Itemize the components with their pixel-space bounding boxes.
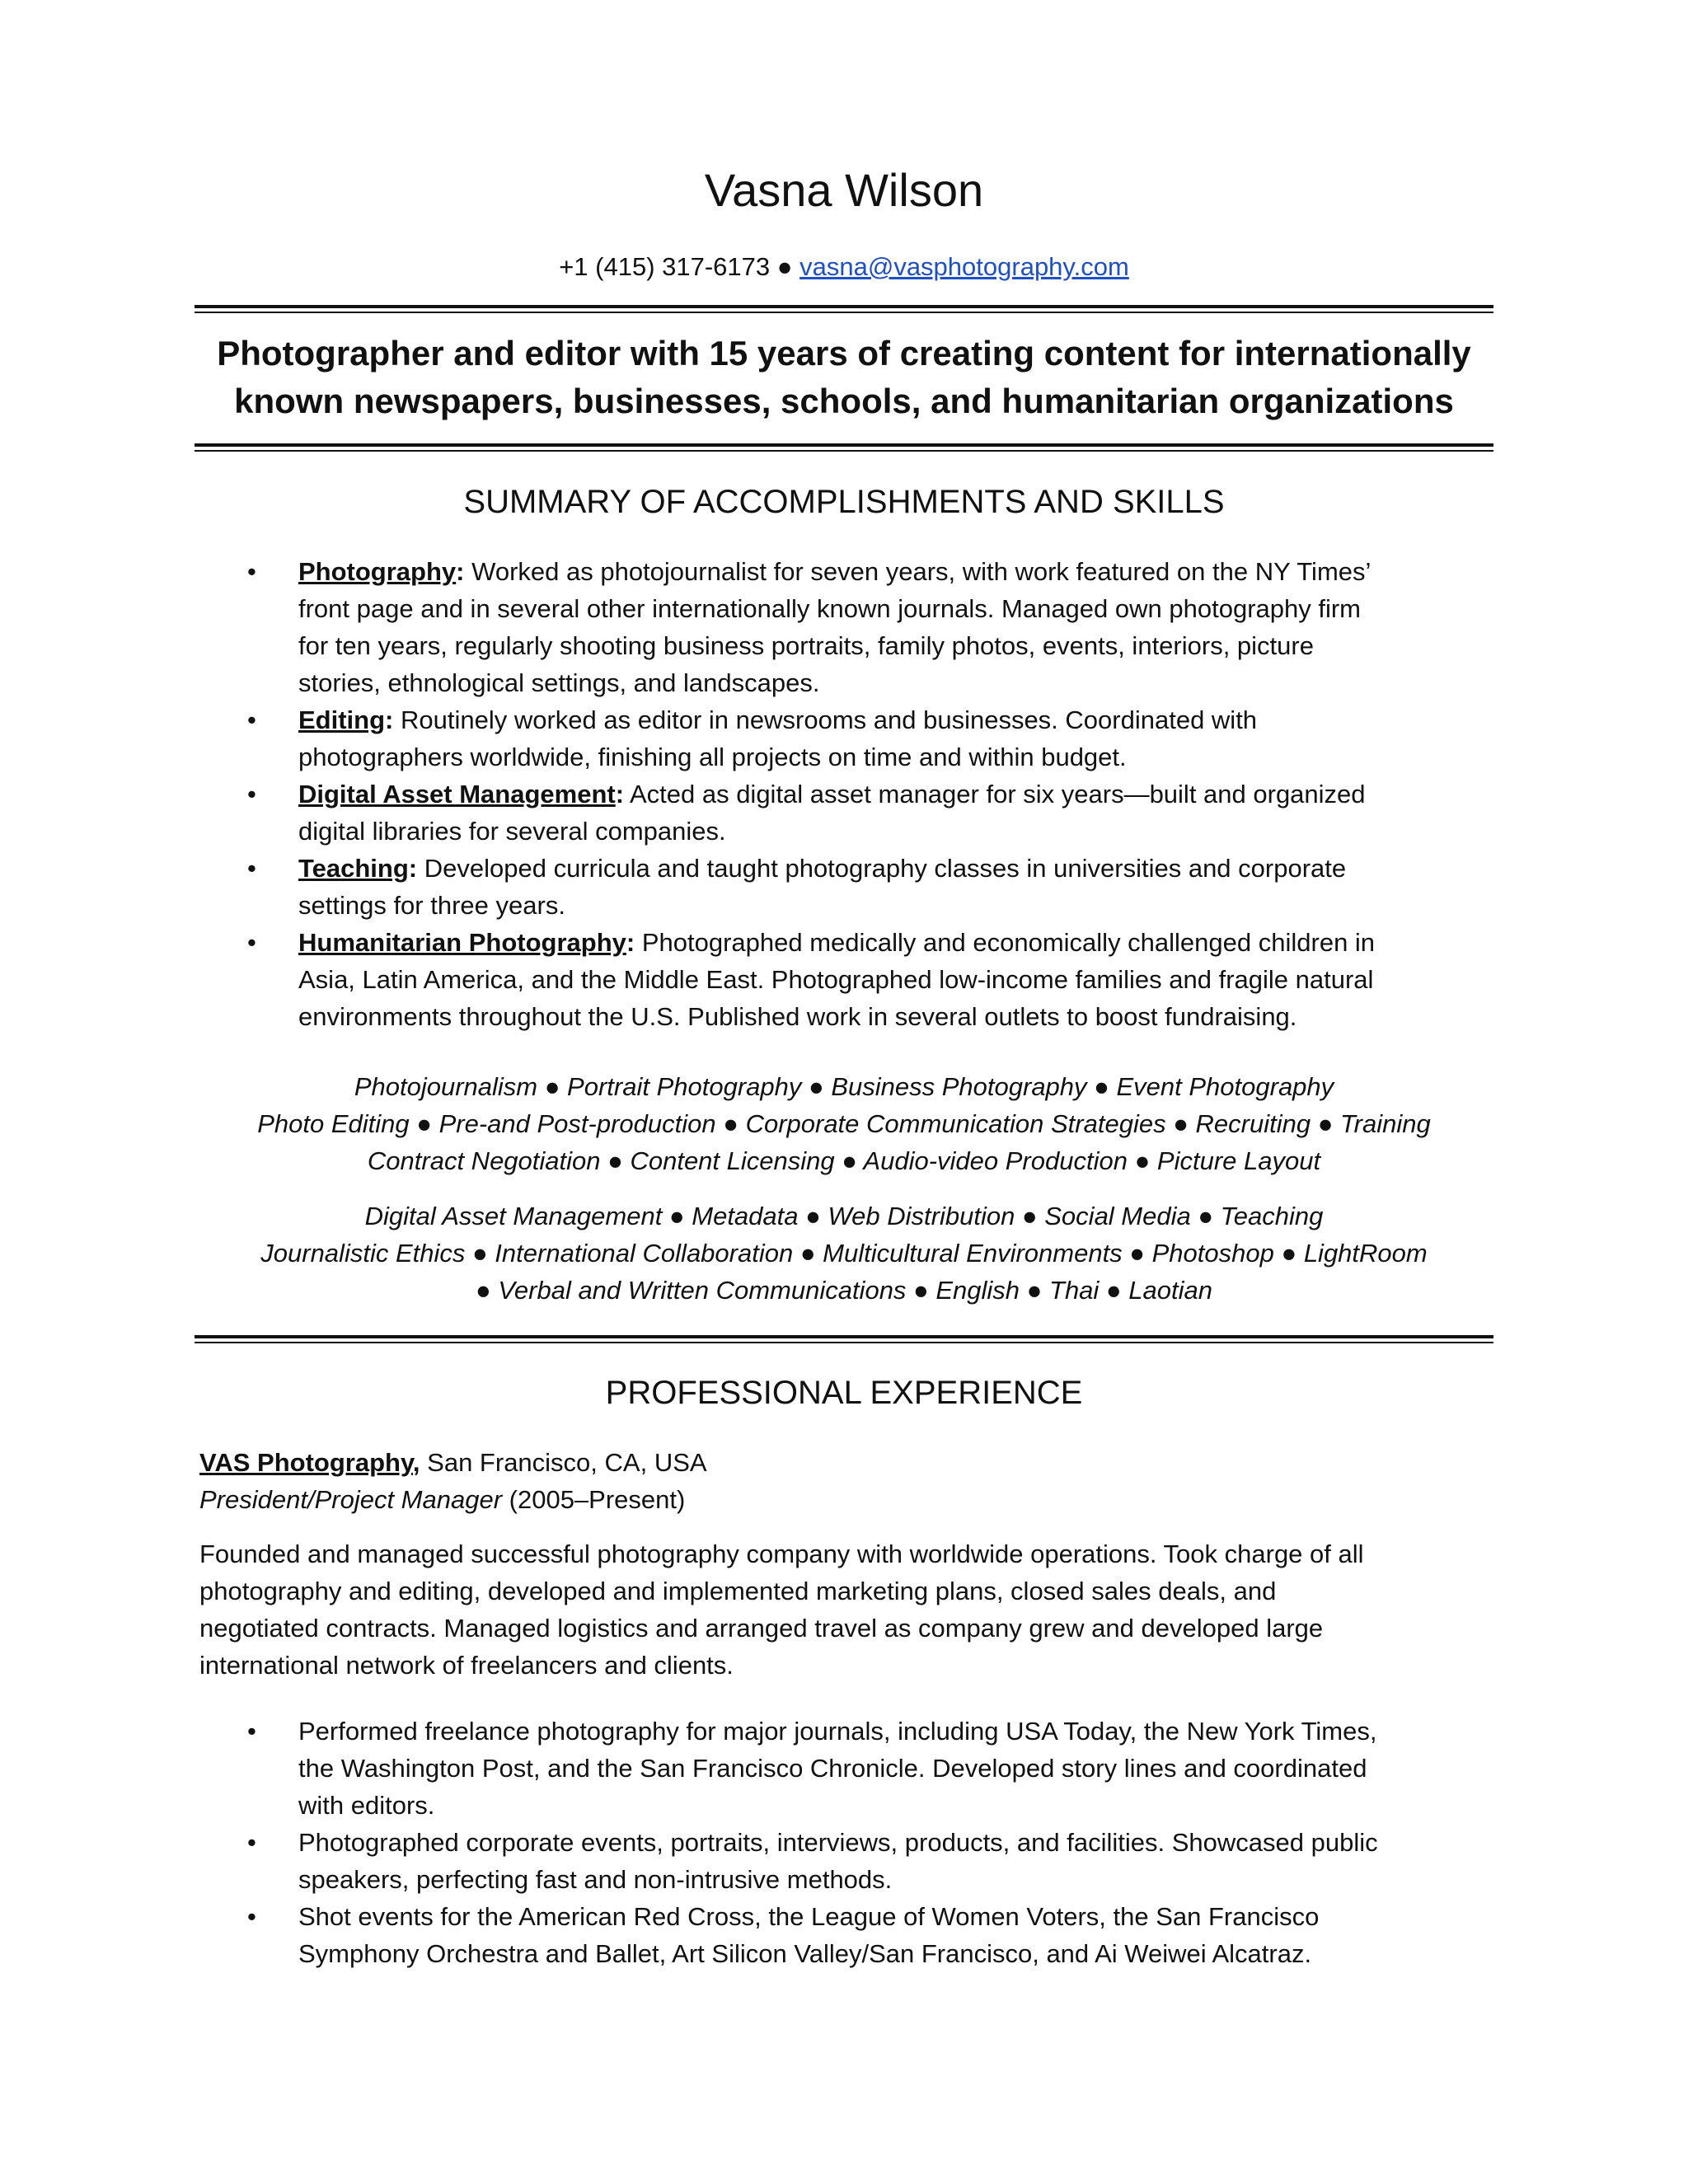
item-text: Photographed corporate events, portraits, interviews, products, and facilities. Showcased public xyxy=(298,1828,1378,1857)
item-text: Routinely worked as editor in newsrooms and businesses. Coordinated with xyxy=(401,705,1258,734)
item-text: Acted as digital asset manager for six years—built and organized xyxy=(629,780,1366,808)
contact-line xyxy=(0,251,1688,284)
item-text: Developed curricula and taught photography classes in universities and corporate xyxy=(424,854,1347,883)
summary-list xyxy=(247,553,1500,1035)
list-item: • Teaching: Developed curricula and taught photography classes in universities and corporate settings for three years. xyxy=(247,850,1500,924)
candidate-name: Vasna Wilson xyxy=(704,164,984,216)
skills-line: Photojournalism ● Portrait Photography ● Business Photography ● Event Photography xyxy=(354,1072,1334,1101)
skills-line: ● Verbal and Written Communications ● English ● Thai ● Laotian xyxy=(476,1276,1212,1305)
company-name: VAS Photography xyxy=(199,1448,413,1477)
item-text: Symphony Orchestra and Ballet, Art Silicon Valley/San Francisco, and Ai Weiwei Alcatraz. xyxy=(298,1939,1312,1968)
item-text: front page and in several other internationally known journals. Managed own photography firm xyxy=(298,594,1361,623)
phone-number: +1 (415) 317-6173 xyxy=(559,252,771,281)
list-item: • Digital Asset Management: Acted as digital asset manager for six years—built and organized digital libraries for several companies. xyxy=(247,776,1500,850)
list-item xyxy=(247,1824,1500,1898)
bullet-glyph: • xyxy=(247,1828,256,1857)
skill-heading: Teaching xyxy=(298,854,409,883)
skills-line: Contract Negotiation ● Content Licensing ● Audio-video Production ● Picture Layout xyxy=(367,1146,1321,1175)
item-text: the Washington Post, and the San Francisco Chronicle. Developed story lines and coordinated xyxy=(298,1754,1367,1783)
experience-list xyxy=(247,1713,1500,1972)
job-dates: (2005–Present) xyxy=(502,1485,686,1514)
item-text: stories, ethnological settings, and landscapes. xyxy=(298,668,820,697)
headline-line: Photographer and editor with 15 years of creating content for internationally xyxy=(217,334,1471,373)
company-comma: , xyxy=(412,1448,420,1477)
skill-heading: Editing xyxy=(298,705,386,734)
list-item xyxy=(247,1713,1500,1824)
item-text: with editors. xyxy=(298,1791,435,1820)
item-text: Shot events for the American Red Cross, the League of Women Voters, the San Francisco xyxy=(298,1902,1320,1931)
divider-rule xyxy=(195,443,1493,452)
email-link[interactable]: vasna@vasphotography.com xyxy=(799,252,1129,281)
bullet-glyph: • xyxy=(247,557,256,586)
section-title-experience: PROFESSIONAL EXPERIENCE xyxy=(605,1375,1083,1411)
job-description xyxy=(199,1535,1485,1684)
headline xyxy=(195,330,1493,425)
skill-heading: Humanitarian Photography xyxy=(298,928,626,957)
item-text: photographers worldwide, finishing all projects on time and within budget. xyxy=(298,743,1127,771)
skills-line: Photo Editing ● Pre-and Post-production ● Corporate Communication Strategies ● Recruiting ● Training xyxy=(257,1109,1431,1138)
item-text: digital libraries for several companies. xyxy=(298,817,726,846)
paragraph-line: negotiated contracts. Managed logistics and arranged travel as company grew and developed large xyxy=(199,1614,1324,1643)
skill-heading: Photography xyxy=(298,557,457,586)
paragraph-line: photography and editing, developed and implemented marketing plans, closed sales deals, and xyxy=(199,1577,1277,1605)
list-item: • Photography: Worked as photojournalist for seven years, with work featured on the NY Times’ front page and in several other internationally known journals. Managed own photography firm for ten years, regularly shooting business portraits, family photos, events, interiors, picture stories, ethnological settings, and landscapes. xyxy=(247,553,1500,701)
bullet-glyph: • xyxy=(247,854,256,883)
bullet-glyph: • xyxy=(247,780,256,808)
item-text: Worked as photojournalist for seven years, with work featured on the NY Times’ xyxy=(471,557,1372,586)
skills-keywords-1 xyxy=(195,1068,1493,1179)
list-item: • Editing: Routinely worked as editor in newsrooms and businesses. Coordinated with photographers worldwide, finishing all projects on time and within budget. xyxy=(247,701,1500,776)
bullet-glyph: • xyxy=(247,1902,256,1931)
item-text: Performed freelance photography for major journals, including USA Today, the New York Times, xyxy=(298,1717,1377,1746)
list-item: • Humanitarian Photography: Photographed medically and economically challenged children in Asia, Latin America, and the Middle East. Photographed low-income families and fragile natural environments throughout the U.S. Published work in several outlets to boost fundraising. xyxy=(247,924,1500,1035)
company-location: San Francisco, CA, USA xyxy=(420,1448,707,1477)
item-text: settings for three years. xyxy=(298,891,565,920)
paragraph-line: Founded and managed successful photography company with worldwide operations. Took charge of all xyxy=(199,1540,1364,1568)
job-title: President/Project Manager xyxy=(199,1485,503,1514)
bullet-glyph: • xyxy=(247,705,256,734)
contact-separator: ● xyxy=(776,252,793,281)
skill-heading: Digital Asset Management xyxy=(298,780,616,808)
item-text: speakers, perfecting fast and non-intrusive methods. xyxy=(298,1865,893,1894)
item-text: Photographed medically and economically challenged children in xyxy=(641,928,1376,957)
section-title-summary: SUMMARY OF ACCOMPLISHMENTS AND SKILLS xyxy=(463,484,1225,520)
skills-line: Digital Asset Management ● Metadata ● Web Distribution ● Social Media ● Teaching xyxy=(364,1202,1324,1230)
item-text: for ten years, regularly shooting business portraits, family photos, events, interiors, picture xyxy=(298,631,1314,660)
skills-keywords-2 xyxy=(195,1197,1493,1309)
divider-rule xyxy=(195,1335,1493,1343)
bullet-glyph: • xyxy=(247,928,256,957)
headline-line: known newspapers, businesses, schools, and humanitarian organizations xyxy=(234,382,1454,420)
divider-rule xyxy=(195,305,1493,313)
item-text: Asia, Latin America, and the Middle East. Photographed low-income families and fragile natural xyxy=(298,965,1374,994)
list-item xyxy=(247,1898,1500,1972)
paragraph-line: international network of freelancers and clients. xyxy=(199,1651,734,1680)
item-text: environments throughout the U.S. Published work in several outlets to boost fundraising. xyxy=(298,1002,1297,1031)
skills-line: Journalistic Ethics ● International Collaboration ● Multicultural Environments ● Photoshop ● LightRoom xyxy=(260,1239,1428,1268)
bullet-glyph: • xyxy=(247,1717,256,1746)
job-header xyxy=(199,1444,1485,1518)
